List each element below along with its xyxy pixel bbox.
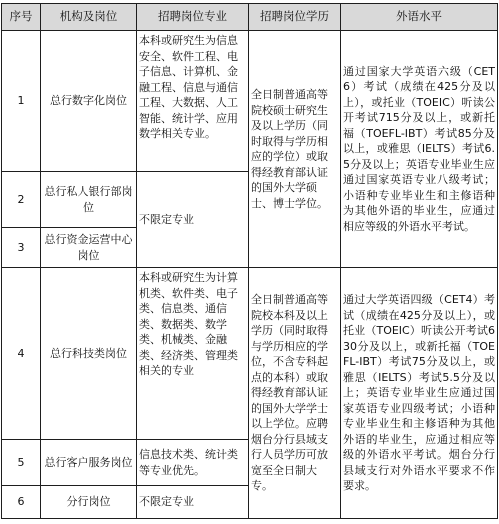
row-index: 4 bbox=[2, 268, 41, 440]
row-position: 总行数字化岗位 bbox=[41, 31, 137, 172]
table-row bbox=[2, 31, 498, 172]
row-index: 6 bbox=[2, 486, 41, 519]
education-requirement: 全日制普通高等院校硕士研究生及以上学历（同时取得与学历相应的学位）或取得经教育部认证的国外大学硕士、博士学位。 bbox=[249, 31, 341, 268]
education-requirement: 全日制普通高等院校本科及以上学历（同时取得与学历相应的学位，不含专科起点的本科）或取得经教育部认证的国外大学学士以上学位。应聘烟台分行县域支行人员学历可放宽至全日制大专。 bbox=[249, 268, 341, 519]
row-position: 总行客户服务岗位 bbox=[41, 440, 137, 486]
row-major: 不限定专业 bbox=[137, 486, 249, 519]
table-row bbox=[2, 268, 498, 440]
header-org-position: 机构及岗位 bbox=[41, 4, 137, 31]
table-header-row bbox=[2, 4, 498, 31]
row-index: 5 bbox=[2, 440, 41, 486]
row-major: 本科或研究生为信息安全、软件工程、电子信息、计算机、金融工程、信息与通信工程、大数据、人工智能、统计学、应用数学相关专业。 bbox=[137, 31, 249, 172]
row-major: 不限定专业 bbox=[137, 172, 249, 268]
row-index: 3 bbox=[2, 228, 41, 268]
language-requirement: 通过国家大学英语六级（CET6）考试（成绩在425分及以上），或托业（TOEIC）听读公开考试715分及以上，或新托福（TOEFL-IBT）考试85分及以上，或雅思（IELTS）考试6.5分及以上；英语专业毕业生应通过国家英语专业八级考试；小语种专业毕业生和主修语种为其他外语的毕业生，应通过相应等级的外语水平考试。 bbox=[341, 31, 498, 268]
header-education: 招聘岗位学历 bbox=[249, 4, 341, 31]
header-index: 序号 bbox=[2, 4, 41, 31]
row-major: 信息技术类、统计类等专业优先。 bbox=[137, 440, 249, 486]
row-position: 总行资金运营中心岗位 bbox=[41, 228, 137, 268]
row-index: 1 bbox=[2, 31, 41, 172]
language-requirement: 通过大学英语四级（CET4）考试（成绩在425分及以上），或托业（TOEIC）听读公开考试630分及以上，或新托福（TOEFL-IBT）考试75分及以上，或雅思（IELTS）考试5.5分及以上；英语专业毕业生应通过国家英语专业四级考试；小语种专业毕业生和主修语种为其他外语的毕业生，应通过相应等级的外语水平考试。烟台分行县域支行对外语水平要求不作要求。 bbox=[341, 268, 498, 519]
row-position: 总行科技类岗位 bbox=[41, 268, 137, 440]
header-language: 外语水平 bbox=[341, 4, 498, 31]
row-major: 本科或研究生为计算机类、软件类、电子类、信息类、通信类、数据类、数学类、机械类、金融类、经济类、管理类相关的专业 bbox=[137, 268, 249, 440]
row-position: 总行私人银行部岗位 bbox=[41, 172, 137, 228]
row-position: 分行岗位 bbox=[41, 486, 137, 519]
header-major: 招聘岗位专业 bbox=[137, 4, 249, 31]
recruitment-table bbox=[1, 3, 498, 519]
row-index: 2 bbox=[2, 172, 41, 228]
